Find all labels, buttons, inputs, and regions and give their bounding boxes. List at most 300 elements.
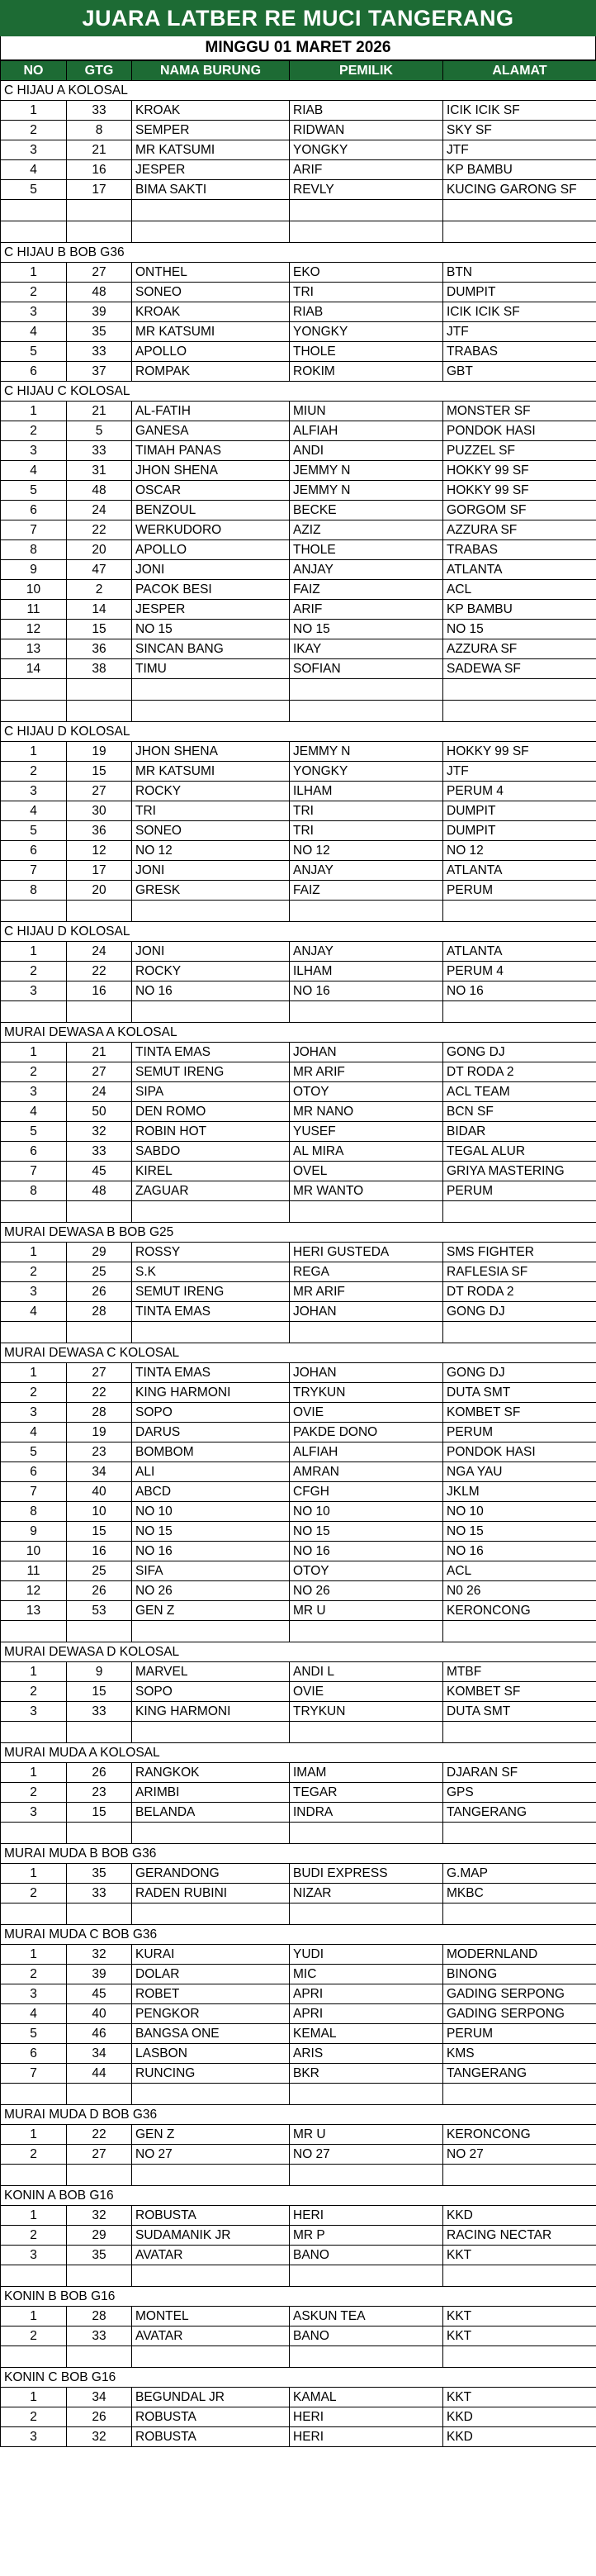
cell-nama-burung: SEMPER bbox=[132, 121, 290, 140]
cell-pemilik: TRI bbox=[290, 801, 443, 821]
cell-alamat: PERUM 4 bbox=[443, 962, 596, 981]
blank-cell bbox=[67, 2084, 132, 2105]
blank-cell bbox=[443, 2265, 596, 2287]
blank-cell bbox=[443, 1903, 596, 1925]
table-row bbox=[1, 1884, 596, 1903]
cell-gtg: 35 bbox=[67, 2246, 132, 2265]
cell-no: 8 bbox=[1, 540, 67, 560]
class-name: MURAI MUDA A KOLOSAL bbox=[1, 1743, 596, 1763]
class-section-row bbox=[1, 2287, 596, 2307]
cell-nama-burung: BEGUNDAL JR bbox=[132, 2388, 290, 2407]
blank-row bbox=[1, 2165, 596, 2186]
cell-pemilik: HERI bbox=[290, 2407, 443, 2427]
header-no: NO bbox=[1, 61, 67, 81]
cell-gtg: 47 bbox=[67, 560, 132, 580]
blank-cell bbox=[290, 2265, 443, 2287]
header-nama-burung: NAMA BURUNG bbox=[132, 61, 290, 81]
cell-no: 12 bbox=[1, 1581, 67, 1601]
blank-cell bbox=[1, 1903, 67, 1925]
cell-pemilik: ARIF bbox=[290, 160, 443, 180]
cell-alamat: JTF bbox=[443, 140, 596, 160]
cell-gtg: 33 bbox=[67, 101, 132, 121]
cell-pemilik: MIC bbox=[290, 1965, 443, 1984]
cell-gtg: 35 bbox=[67, 1864, 132, 1884]
cell-gtg: 27 bbox=[67, 1062, 132, 1082]
cell-gtg: 21 bbox=[67, 140, 132, 160]
cell-gtg: 17 bbox=[67, 861, 132, 881]
table-row bbox=[1, 2044, 596, 2064]
cell-nama-burung: BIMA SAKTI bbox=[132, 180, 290, 200]
cell-pemilik: SOFIAN bbox=[290, 659, 443, 679]
class-name: C HIJAU C KOLOSAL bbox=[1, 382, 596, 402]
table-row bbox=[1, 821, 596, 841]
cell-gtg: 30 bbox=[67, 801, 132, 821]
blank-row bbox=[1, 1903, 596, 1925]
cell-nama-burung: ROCKY bbox=[132, 962, 290, 981]
cell-nama-burung: MR KATSUMI bbox=[132, 322, 290, 342]
cell-gtg: 46 bbox=[67, 2024, 132, 2044]
cell-alamat: PERUM bbox=[443, 881, 596, 901]
cell-no: 4 bbox=[1, 1102, 67, 1122]
blank-cell bbox=[290, 901, 443, 922]
class-section-row bbox=[1, 1642, 596, 1662]
cell-gtg: 28 bbox=[67, 2307, 132, 2326]
cell-alamat: ATLANTA bbox=[443, 942, 596, 962]
cell-no: 2 bbox=[1, 1062, 67, 1082]
cell-alamat: ICIK ICIK SF bbox=[443, 101, 596, 121]
table-row bbox=[1, 1122, 596, 1142]
header-alamat: ALAMAT bbox=[443, 61, 596, 81]
blank-cell bbox=[1, 1621, 67, 1642]
cell-no: 13 bbox=[1, 1601, 67, 1621]
cell-alamat: KERONCONG bbox=[443, 2125, 596, 2145]
cell-nama-burung: SIPA bbox=[132, 1082, 290, 1102]
cell-alamat: HOKKY 99 SF bbox=[443, 742, 596, 762]
cell-no: 4 bbox=[1, 801, 67, 821]
cell-no: 5 bbox=[1, 1122, 67, 1142]
cell-no: 4 bbox=[1, 1423, 67, 1442]
cell-pemilik: NO 15 bbox=[290, 1522, 443, 1542]
blank-cell bbox=[1, 901, 67, 922]
blank-cell bbox=[132, 679, 290, 701]
cell-alamat: DJARAN SF bbox=[443, 1763, 596, 1783]
cell-gtg: 33 bbox=[67, 1884, 132, 1903]
cell-alamat: PERUM bbox=[443, 1423, 596, 1442]
cell-no: 9 bbox=[1, 1522, 67, 1542]
cell-alamat: ACL bbox=[443, 580, 596, 600]
class-section-row bbox=[1, 2368, 596, 2388]
class-name: KONIN B BOB G16 bbox=[1, 2287, 596, 2307]
table-row bbox=[1, 1383, 596, 1403]
cell-gtg: 17 bbox=[67, 180, 132, 200]
blank-cell bbox=[132, 1823, 290, 1844]
table-row bbox=[1, 742, 596, 762]
cell-nama-burung: KROAK bbox=[132, 101, 290, 121]
cell-pemilik: ILHAM bbox=[290, 782, 443, 801]
table-row bbox=[1, 1864, 596, 1884]
cell-no: 6 bbox=[1, 1462, 67, 1482]
cell-gtg: 9 bbox=[67, 1662, 132, 1682]
class-section-row bbox=[1, 2105, 596, 2125]
cell-no: 5 bbox=[1, 2024, 67, 2044]
blank-cell bbox=[290, 1621, 443, 1642]
cell-no: 1 bbox=[1, 2307, 67, 2326]
cell-nama-burung: NO 27 bbox=[132, 2145, 290, 2165]
cell-nama-burung: AL-FATIH bbox=[132, 402, 290, 421]
cell-nama-burung: WERKUDORO bbox=[132, 520, 290, 540]
cell-no: 2 bbox=[1, 2145, 67, 2165]
table-row bbox=[1, 861, 596, 881]
cell-gtg: 44 bbox=[67, 2064, 132, 2084]
cell-nama-burung: JONI bbox=[132, 942, 290, 962]
cell-no: 1 bbox=[1, 2206, 67, 2226]
table-row bbox=[1, 1462, 596, 1482]
class-name: MURAI DEWASA D KOLOSAL bbox=[1, 1642, 596, 1662]
cell-pemilik: MR NANO bbox=[290, 1102, 443, 1122]
table-row bbox=[1, 881, 596, 901]
cell-alamat: PUZZEL SF bbox=[443, 441, 596, 461]
cell-no: 4 bbox=[1, 2004, 67, 2024]
cell-nama-burung: ZAGUAR bbox=[132, 1181, 290, 1201]
cell-pemilik: NO 12 bbox=[290, 841, 443, 861]
table-row bbox=[1, 962, 596, 981]
table-row bbox=[1, 2226, 596, 2246]
cell-gtg: 20 bbox=[67, 881, 132, 901]
cell-nama-burung: KURAI bbox=[132, 1945, 290, 1965]
cell-alamat: KP BAMBU bbox=[443, 160, 596, 180]
cell-pemilik: KAMAL bbox=[290, 2388, 443, 2407]
blank-cell bbox=[1, 221, 67, 243]
cell-pemilik: BANO bbox=[290, 2246, 443, 2265]
table-row bbox=[1, 2024, 596, 2044]
cell-gtg: 28 bbox=[67, 1403, 132, 1423]
table-row bbox=[1, 1803, 596, 1823]
cell-alamat: JTF bbox=[443, 322, 596, 342]
blank-cell bbox=[132, 221, 290, 243]
table-row bbox=[1, 639, 596, 659]
table-row bbox=[1, 1423, 596, 1442]
cell-alamat: NO 10 bbox=[443, 1502, 596, 1522]
cell-alamat: NGA YAU bbox=[443, 1462, 596, 1482]
blank-cell bbox=[1, 2265, 67, 2287]
table-row bbox=[1, 2427, 596, 2447]
cell-pemilik: HERI bbox=[290, 2206, 443, 2226]
blank-row bbox=[1, 901, 596, 922]
class-section-row bbox=[1, 1343, 596, 1363]
cell-no: 11 bbox=[1, 600, 67, 620]
class-name: KONIN A BOB G16 bbox=[1, 2186, 596, 2206]
cell-no: 8 bbox=[1, 1502, 67, 1522]
blank-cell bbox=[1, 1001, 67, 1023]
cell-gtg: 15 bbox=[67, 1522, 132, 1542]
table-row bbox=[1, 441, 596, 461]
cell-gtg: 12 bbox=[67, 841, 132, 861]
cell-nama-burung: NO 26 bbox=[132, 1581, 290, 1601]
cell-alamat: BINONG bbox=[443, 1965, 596, 1984]
class-name: MURAI DEWASA C KOLOSAL bbox=[1, 1343, 596, 1363]
cell-gtg: 26 bbox=[67, 2407, 132, 2427]
class-name: MURAI DEWASA B BOB G25 bbox=[1, 1223, 596, 1243]
cell-no: 7 bbox=[1, 1162, 67, 1181]
cell-no: 10 bbox=[1, 580, 67, 600]
cell-alamat: KOMBET SF bbox=[443, 1403, 596, 1423]
blank-cell bbox=[67, 1201, 132, 1223]
cell-alamat: RACING NECTAR bbox=[443, 2226, 596, 2246]
cell-no: 5 bbox=[1, 821, 67, 841]
cell-nama-burung: NO 10 bbox=[132, 1502, 290, 1522]
table-row bbox=[1, 461, 596, 481]
cell-nama-burung: BELANDA bbox=[132, 1803, 290, 1823]
cell-nama-burung: RUNCING bbox=[132, 2064, 290, 2084]
cell-no: 1 bbox=[1, 1763, 67, 1783]
cell-alamat: KKD bbox=[443, 2407, 596, 2427]
cell-pemilik: RIAB bbox=[290, 101, 443, 121]
table-row bbox=[1, 362, 596, 382]
cell-no: 7 bbox=[1, 861, 67, 881]
cell-pemilik: BANO bbox=[290, 2326, 443, 2346]
cell-gtg: 33 bbox=[67, 441, 132, 461]
cell-pemilik: IMAM bbox=[290, 1763, 443, 1783]
table-row bbox=[1, 1482, 596, 1502]
cell-nama-burung: MONTEL bbox=[132, 2307, 290, 2326]
table-row bbox=[1, 1965, 596, 1984]
cell-nama-burung: TIMAH PANAS bbox=[132, 441, 290, 461]
cell-alamat: ATLANTA bbox=[443, 560, 596, 580]
table-row bbox=[1, 942, 596, 962]
cell-no: 6 bbox=[1, 2044, 67, 2064]
blank-cell bbox=[443, 701, 596, 722]
blank-row bbox=[1, 2346, 596, 2368]
cell-nama-burung: ABCD bbox=[132, 1482, 290, 1502]
header-gtg: GTG bbox=[67, 61, 132, 81]
cell-no: 10 bbox=[1, 1542, 67, 1561]
cell-pemilik: MR ARIF bbox=[290, 1282, 443, 1302]
cell-no: 2 bbox=[1, 762, 67, 782]
cell-alamat: GADING SERPONG bbox=[443, 1984, 596, 2004]
blank-cell bbox=[290, 1322, 443, 1343]
cell-gtg: 48 bbox=[67, 283, 132, 302]
cell-gtg: 36 bbox=[67, 639, 132, 659]
cell-no: 1 bbox=[1, 101, 67, 121]
cell-pemilik: TRI bbox=[290, 283, 443, 302]
cell-alamat: DUTA SMT bbox=[443, 1383, 596, 1403]
cell-pemilik: ROKIM bbox=[290, 362, 443, 382]
cell-no: 3 bbox=[1, 1702, 67, 1722]
table-row bbox=[1, 2125, 596, 2145]
blank-cell bbox=[132, 2165, 290, 2186]
table-row bbox=[1, 1442, 596, 1462]
table-row bbox=[1, 801, 596, 821]
cell-no: 5 bbox=[1, 342, 67, 362]
cell-gtg: 29 bbox=[67, 2226, 132, 2246]
cell-gtg: 27 bbox=[67, 782, 132, 801]
cell-no: 5 bbox=[1, 180, 67, 200]
blank-cell bbox=[443, 1823, 596, 1844]
cell-no: 3 bbox=[1, 2246, 67, 2265]
cell-pemilik: ARIF bbox=[290, 600, 443, 620]
cell-gtg: 2 bbox=[67, 580, 132, 600]
cell-pemilik: BECKE bbox=[290, 501, 443, 520]
cell-nama-burung: ROMPAK bbox=[132, 362, 290, 382]
class-name: MURAI MUDA D BOB G36 bbox=[1, 2105, 596, 2125]
cell-alamat: TANGERANG bbox=[443, 1803, 596, 1823]
cell-pemilik: JOHAN bbox=[290, 1043, 443, 1062]
cell-no: 1 bbox=[1, 402, 67, 421]
table-row bbox=[1, 342, 596, 362]
cell-pemilik: JEMMY N bbox=[290, 461, 443, 481]
cell-pemilik: AL MIRA bbox=[290, 1142, 443, 1162]
table-row bbox=[1, 263, 596, 283]
cell-pemilik: MR WANTO bbox=[290, 1181, 443, 1201]
cell-nama-burung: NO 16 bbox=[132, 1542, 290, 1561]
cell-pemilik: KEMAL bbox=[290, 2024, 443, 2044]
blank-cell bbox=[290, 701, 443, 722]
table-row bbox=[1, 1763, 596, 1783]
cell-alamat: DUMPIT bbox=[443, 801, 596, 821]
cell-gtg: 33 bbox=[67, 342, 132, 362]
blank-cell bbox=[132, 2265, 290, 2287]
cell-no: 1 bbox=[1, 1945, 67, 1965]
cell-alamat: GONG DJ bbox=[443, 1302, 596, 1322]
table-row bbox=[1, 1082, 596, 1102]
cell-alamat: KKT bbox=[443, 2326, 596, 2346]
cell-nama-burung: SUDAMANIK JR bbox=[132, 2226, 290, 2246]
cell-alamat: ACL TEAM bbox=[443, 1082, 596, 1102]
cell-gtg: 36 bbox=[67, 821, 132, 841]
cell-nama-burung: ONTHEL bbox=[132, 263, 290, 283]
cell-no: 1 bbox=[1, 2388, 67, 2407]
cell-gtg: 15 bbox=[67, 620, 132, 639]
cell-gtg: 15 bbox=[67, 1682, 132, 1702]
cell-alamat: BTN bbox=[443, 263, 596, 283]
cell-alamat: DUTA SMT bbox=[443, 1702, 596, 1722]
table-row bbox=[1, 322, 596, 342]
cell-gtg: 45 bbox=[67, 1162, 132, 1181]
cell-nama-burung: ALI bbox=[132, 1462, 290, 1482]
cell-nama-burung: JONI bbox=[132, 560, 290, 580]
cell-gtg: 24 bbox=[67, 1082, 132, 1102]
cell-pemilik: NIZAR bbox=[290, 1884, 443, 1903]
cell-alamat: NO 16 bbox=[443, 981, 596, 1001]
cell-nama-burung: ROBUSTA bbox=[132, 2407, 290, 2427]
cell-no: 5 bbox=[1, 481, 67, 501]
cell-pemilik: ALFIAH bbox=[290, 421, 443, 441]
cell-alamat: KP BAMBU bbox=[443, 600, 596, 620]
cell-nama-burung: DOLAR bbox=[132, 1965, 290, 1984]
cell-gtg: 22 bbox=[67, 1383, 132, 1403]
blank-cell bbox=[132, 1322, 290, 1343]
cell-gtg: 39 bbox=[67, 302, 132, 322]
table-row bbox=[1, 1945, 596, 1965]
table-row bbox=[1, 580, 596, 600]
cell-alamat: TANGERANG bbox=[443, 2064, 596, 2084]
table-row bbox=[1, 402, 596, 421]
table-row bbox=[1, 1522, 596, 1542]
table-row bbox=[1, 1561, 596, 1581]
table-row bbox=[1, 600, 596, 620]
blank-row bbox=[1, 1621, 596, 1642]
blank-cell bbox=[290, 200, 443, 221]
cell-alamat: SKY SF bbox=[443, 121, 596, 140]
cell-gtg: 23 bbox=[67, 1442, 132, 1462]
cell-alamat: TRABAS bbox=[443, 342, 596, 362]
cell-nama-burung: MR KATSUMI bbox=[132, 762, 290, 782]
cell-alamat: TRABAS bbox=[443, 540, 596, 560]
blank-cell bbox=[67, 1823, 132, 1844]
cell-pemilik: NO 16 bbox=[290, 1542, 443, 1561]
cell-no: 8 bbox=[1, 881, 67, 901]
cell-no: 3 bbox=[1, 1282, 67, 1302]
cell-alamat: MONSTER SF bbox=[443, 402, 596, 421]
cell-no: 3 bbox=[1, 2427, 67, 2447]
cell-pemilik: ASKUN TEA bbox=[290, 2307, 443, 2326]
cell-pemilik: JOHAN bbox=[290, 1363, 443, 1383]
blank-cell bbox=[290, 1722, 443, 1743]
cell-no: 1 bbox=[1, 1864, 67, 1884]
cell-no: 8 bbox=[1, 1181, 67, 1201]
cell-gtg: 32 bbox=[67, 2206, 132, 2226]
cell-alamat: ATLANTA bbox=[443, 861, 596, 881]
cell-gtg: 33 bbox=[67, 1142, 132, 1162]
cell-nama-burung: APOLLO bbox=[132, 540, 290, 560]
cell-pemilik: ANDI L bbox=[290, 1662, 443, 1682]
cell-nama-burung: JESPER bbox=[132, 600, 290, 620]
cell-alamat: KKT bbox=[443, 2388, 596, 2407]
blank-cell bbox=[1, 2346, 67, 2368]
cell-no: 1 bbox=[1, 1662, 67, 1682]
blank-cell bbox=[443, 200, 596, 221]
cell-nama-burung: KING HARMONI bbox=[132, 1702, 290, 1722]
cell-gtg: 33 bbox=[67, 1702, 132, 1722]
cell-alamat: NO 15 bbox=[443, 620, 596, 639]
cell-nama-burung: ROBUSTA bbox=[132, 2206, 290, 2226]
table-row bbox=[1, 1162, 596, 1181]
cell-gtg: 34 bbox=[67, 1462, 132, 1482]
blank-row bbox=[1, 200, 596, 221]
cell-no: 2 bbox=[1, 1783, 67, 1803]
cell-gtg: 19 bbox=[67, 1423, 132, 1442]
class-name: C HIJAU A KOLOSAL bbox=[1, 81, 596, 101]
blank-cell bbox=[67, 221, 132, 243]
cell-nama-burung: DARUS bbox=[132, 1423, 290, 1442]
cell-no: 9 bbox=[1, 560, 67, 580]
cell-gtg: 50 bbox=[67, 1102, 132, 1122]
cell-alamat: PONDOK HASI bbox=[443, 1442, 596, 1462]
cell-pemilik: HERI bbox=[290, 2427, 443, 2447]
cell-gtg: 24 bbox=[67, 942, 132, 962]
cell-no: 6 bbox=[1, 841, 67, 861]
cell-pemilik: ARIS bbox=[290, 2044, 443, 2064]
cell-pemilik: NO 26 bbox=[290, 1581, 443, 1601]
cell-gtg: 21 bbox=[67, 402, 132, 421]
cell-gtg: 45 bbox=[67, 1984, 132, 2004]
cell-no: 1 bbox=[1, 1043, 67, 1062]
cell-no: 6 bbox=[1, 1142, 67, 1162]
cell-gtg: 28 bbox=[67, 1302, 132, 1322]
cell-pemilik: APRI bbox=[290, 1984, 443, 2004]
table-row bbox=[1, 762, 596, 782]
cell-nama-burung: TIMU bbox=[132, 659, 290, 679]
blank-cell bbox=[67, 2165, 132, 2186]
cell-nama-burung: BOMBOM bbox=[132, 1442, 290, 1462]
table-row bbox=[1, 2145, 596, 2165]
cell-pemilik: ANJAY bbox=[290, 942, 443, 962]
cell-alamat: BCN SF bbox=[443, 1102, 596, 1122]
class-name: C HIJAU B BOB G36 bbox=[1, 243, 596, 263]
cell-no: 6 bbox=[1, 362, 67, 382]
cell-no: 7 bbox=[1, 1482, 67, 1502]
cell-nama-burung: SABDO bbox=[132, 1142, 290, 1162]
